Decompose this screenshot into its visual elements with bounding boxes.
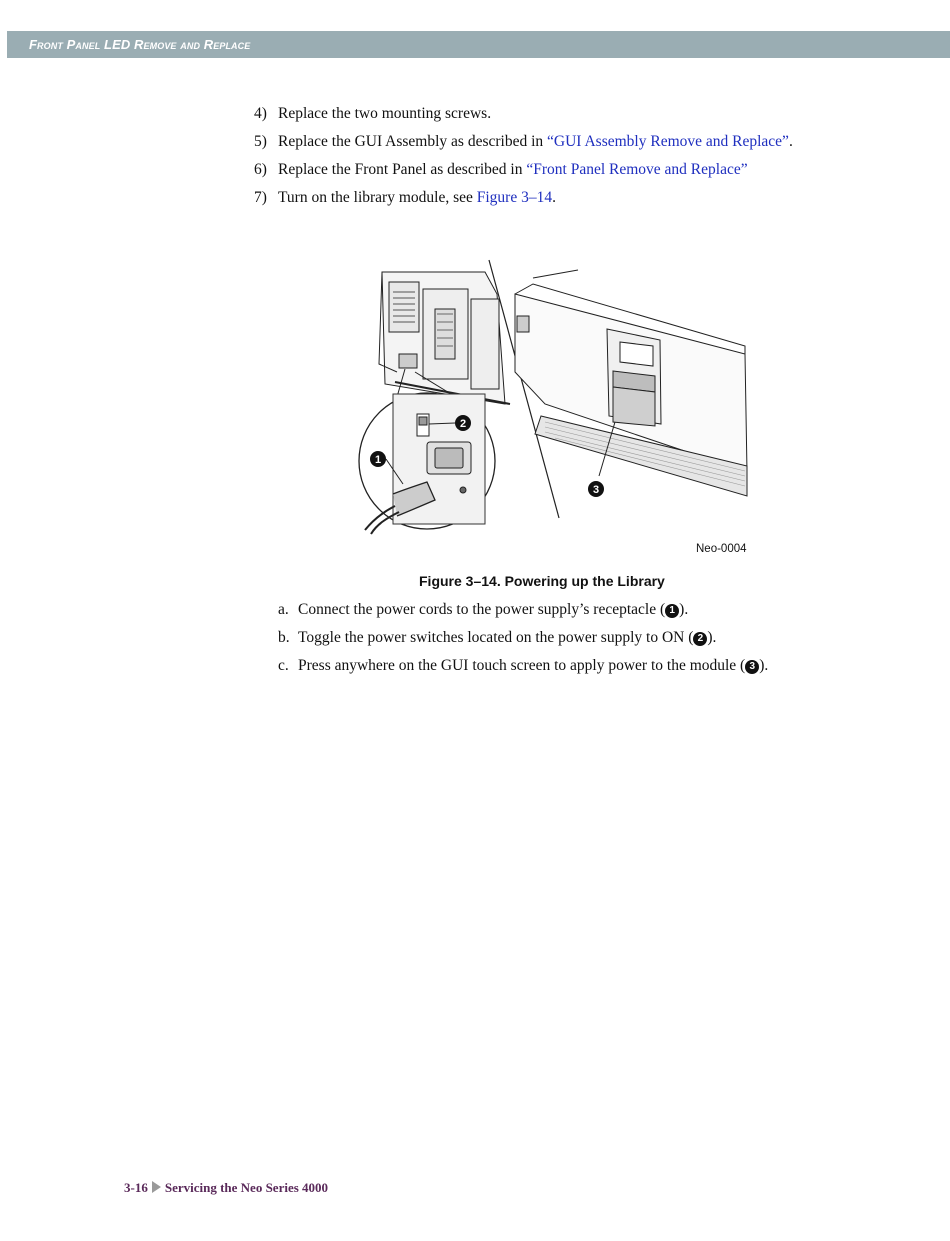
svg-text:2: 2 [459, 418, 467, 430]
step-text: Turn on the library module, see [278, 189, 477, 206]
substep-item [278, 628, 768, 656]
step-number: 4) [254, 105, 267, 122]
substep-text-after: ). [759, 657, 769, 674]
callout-3-icon: 3 [745, 660, 759, 674]
step-text-after: . [552, 189, 556, 206]
callout-2-icon [455, 415, 471, 431]
step-number: 7) [254, 189, 267, 206]
procedure-steps [254, 104, 793, 216]
substep-item [278, 600, 768, 628]
step-text: Replace the GUI Assembly as described in [278, 133, 548, 150]
callout-1-icon [370, 451, 386, 467]
substep-letter: c. [278, 657, 289, 674]
substep-letter: b. [278, 629, 290, 646]
power-up-substeps [278, 600, 768, 684]
substep-item [278, 656, 768, 684]
substep-text-after: ). [679, 601, 689, 618]
step-item [254, 188, 793, 216]
step-number: 5) [254, 133, 267, 150]
figure-3-14-link[interactable]: Figure 3–14 [476, 189, 553, 206]
page-footer [124, 1180, 328, 1196]
page-number: 3-16 [124, 1180, 148, 1195]
callout-3-icon [588, 481, 604, 497]
step-item [254, 132, 793, 160]
svg-text:3: 3 [592, 484, 600, 496]
step-item [254, 104, 793, 132]
page-header-title: Front Panel LED Remove and Replace [29, 37, 251, 52]
figure-caption: Figure 3–14. Powering up the Library [419, 573, 665, 589]
step-text: Replace the Front Panel as described in [278, 161, 527, 178]
step-text-after: . [788, 133, 793, 150]
substep-letter: a. [278, 601, 289, 618]
callout-2-icon: 2 [693, 632, 707, 646]
substep-text: Connect the power cords to the power supply’s receptacle ( [298, 601, 666, 618]
gui-assembly-link[interactable]: “GUI Assembly Remove and Replace” [547, 133, 789, 150]
page-header-bar [7, 31, 950, 58]
substep-text: Toggle the power switches located on the power supply to ON ( [298, 629, 694, 646]
svg-text:1: 1 [374, 454, 382, 466]
footer-title: Servicing the Neo Series 4000 [164, 1180, 329, 1195]
figure-id: Neo-0004 [696, 543, 747, 555]
powering-up-library-illustration [355, 254, 755, 538]
substep-text: Press anywhere on the GUI touch screen to apply power to the module ( [298, 657, 746, 674]
front-panel-link[interactable]: “Front Panel Remove and Replace” [526, 161, 748, 178]
substep-text-after: ). [707, 629, 717, 646]
step-number: 6) [254, 161, 267, 178]
triangle-right-icon [152, 1181, 161, 1193]
step-item [254, 160, 793, 188]
callout-1-icon: 1 [665, 604, 679, 618]
step-text: Replace the two mounting screws. [278, 105, 492, 122]
